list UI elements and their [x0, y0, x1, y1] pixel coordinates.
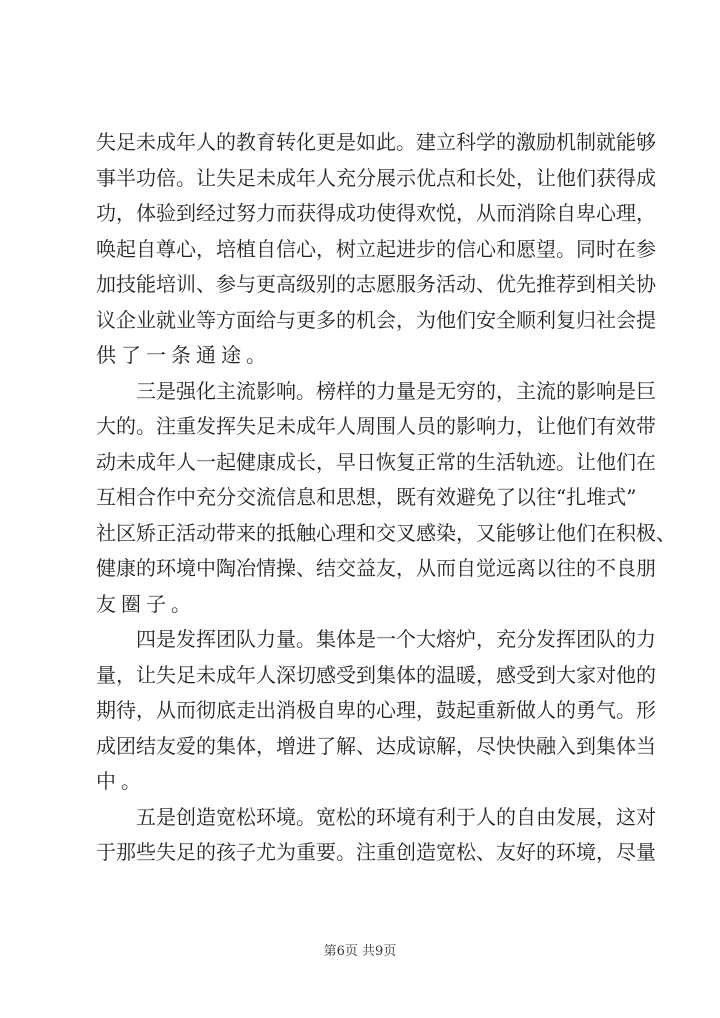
- text-line: 供了一条通途。: [96, 343, 271, 367]
- text-line: 健康的环境中陶冶情操、结交益友，从而自觉远离以往的不良朋: [96, 556, 656, 580]
- text-line: 动未成年人一起健康成长，早日恢复正常的生活轨迹。让他们在: [96, 449, 656, 474]
- paragraph: [96, 622, 656, 800]
- text-line: 五是创造宽松环境。宽松的环境有利于人的自由发展，这对: [136, 804, 656, 829]
- paragraph: [96, 125, 656, 374]
- page-footer: 第6页 共9页: [323, 944, 397, 959]
- paragraph: [96, 374, 676, 623]
- text-line: 量，让失足未成年人深切感受到集体的温暖，感受到大家对他的: [96, 662, 656, 687]
- text-line: 成团结友爱的集体，增进了解、达成谅解，尽快快融入到集体当: [96, 733, 656, 758]
- text-line: 中。: [96, 769, 146, 793]
- text-line: 唤起自尊心，培植自信心，树立起进步的信心和愿望。同时在参: [96, 236, 656, 261]
- document-body: [96, 125, 676, 871]
- text-line: 失足未成年人的教育转化更是如此。建立科学的激励机制就能够: [96, 130, 656, 154]
- text-line: 三是强化主流影响。榜样的力量是无穷的，主流的影响是巨: [136, 378, 656, 403]
- text-line: 加技能培训、参与更高级别的志愿服务活动、优先推荐到相关协: [96, 272, 656, 296]
- text-line: 社区矫正活动带来的抵触心理和交叉感染，又能够让他们在积极、: [96, 520, 676, 545]
- text-line: 事半功倍。让失足未成年人充分展示优点和长处，让他们获得成: [96, 165, 656, 190]
- text-line: 于那些失足的孩子尤为重要。注重创造宽松、友好的环境，尽量: [96, 840, 656, 864]
- text-line: 互相合作中充分交流信息和思想，既有效避免了以往“扎堆式”: [96, 485, 637, 509]
- text-line: 功，体验到经过努力而获得成功使得欢悦，从而消除自卑心理，: [96, 201, 656, 225]
- text-line: 期待，从而彻底走出消极自卑的心理，鼓起重新做人的勇气。形: [96, 698, 656, 722]
- paragraph: [96, 800, 656, 871]
- text-line: 四是发挥团队力量。集体是一个大熔炉，充分发挥团队的力: [136, 627, 656, 651]
- text-line: 大的。注重发挥失足未成年人周围人员的影响力，让他们有效带: [96, 414, 656, 438]
- text-line: 友圈子。: [96, 591, 196, 616]
- text-line: 议企业就业等方面给与更多的机会，为他们安全顺利复归社会提: [96, 307, 656, 332]
